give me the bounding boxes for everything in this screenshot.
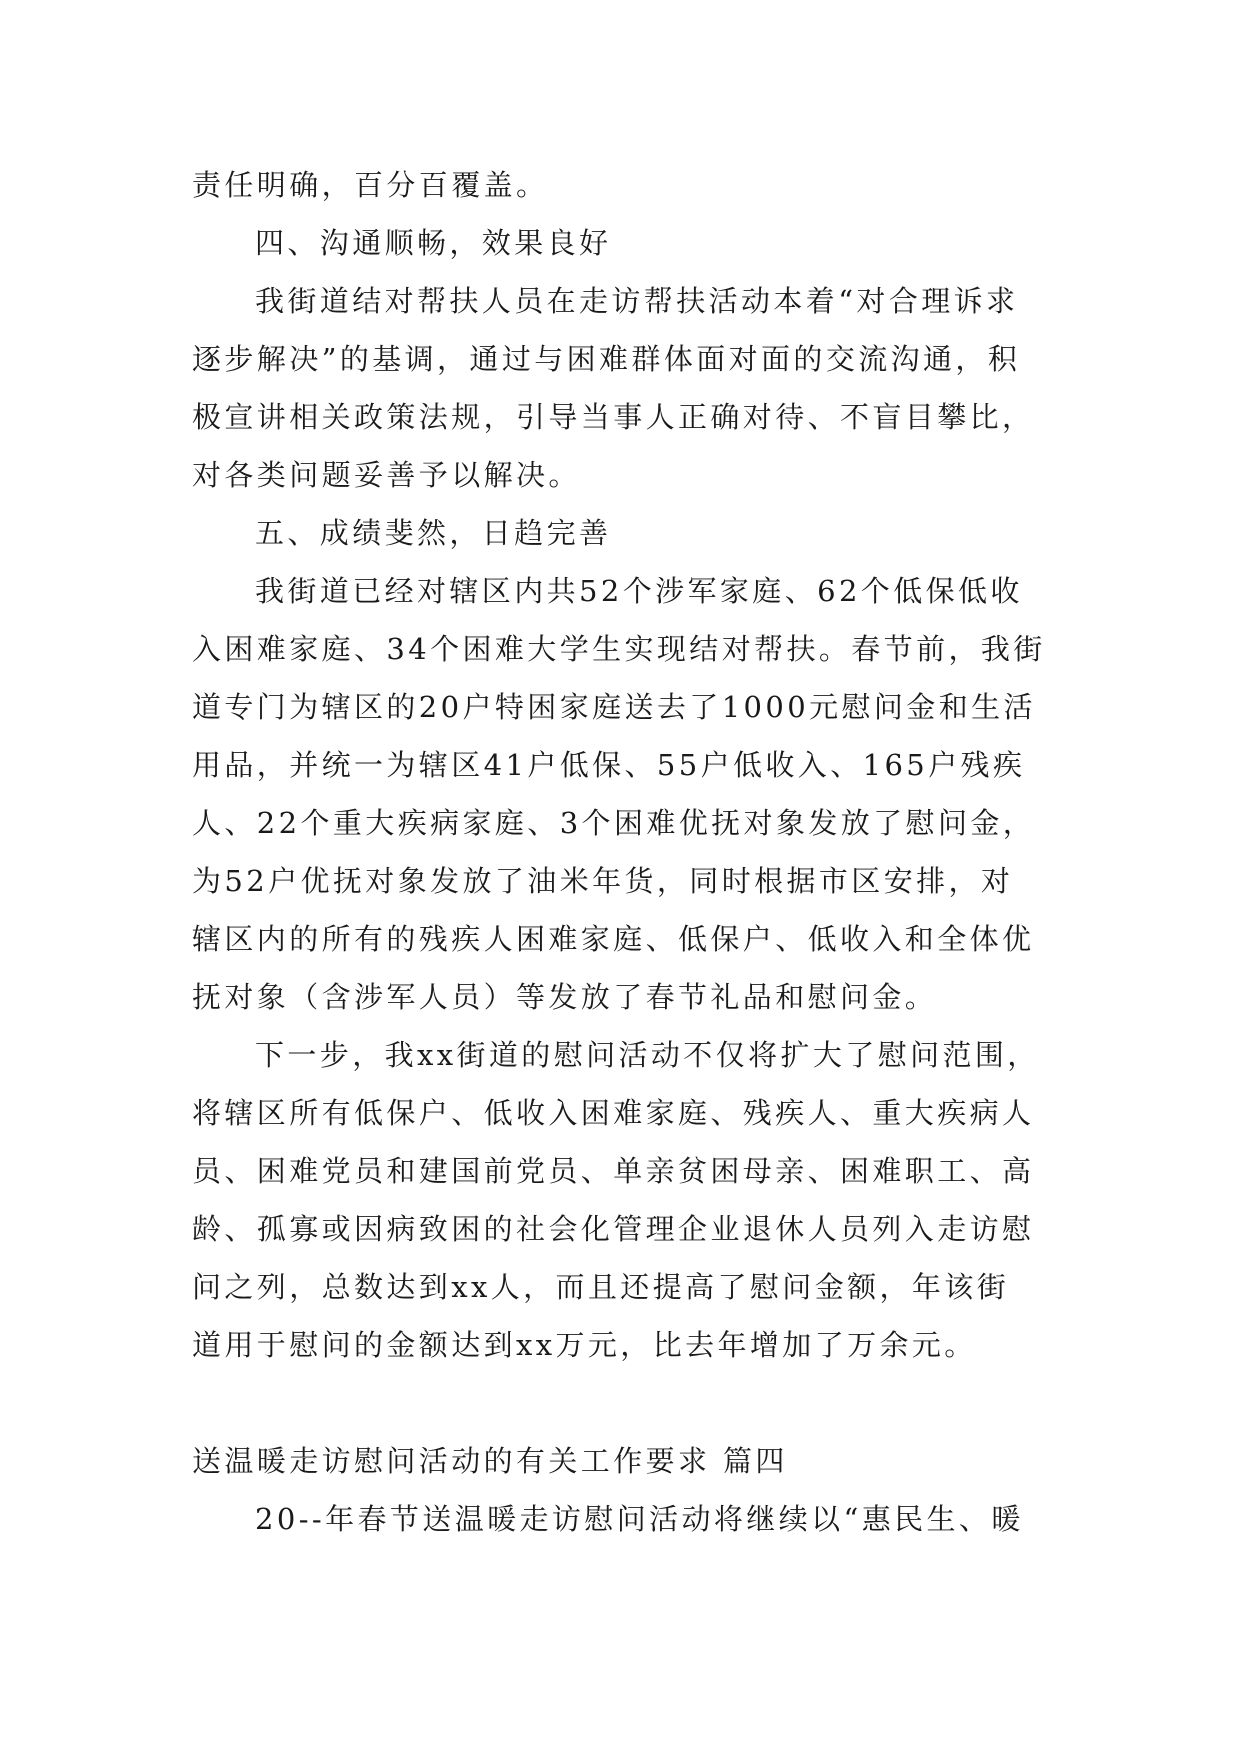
- paragraph-line: 极宣讲相关政策法规，引导当事人正确对待、不盲目攀比，: [192, 400, 1035, 434]
- paragraph-line: 入困难家庭、34个困难大学生实现结对帮扶。春节前，我街: [192, 632, 1046, 666]
- paragraph-line: 将辖区所有低保户、低收入困难家庭、残疾人、重大疾病人: [192, 1096, 1035, 1130]
- paragraph-line: 20--年春节送温暖走访慰问活动将继续以“惠民生、暖: [255, 1502, 1024, 1536]
- paragraph-line: 龄、孤寡或因病致困的社会化管理企业退休人员列入走访慰: [192, 1212, 1035, 1246]
- paragraph-line: 我街道已经对辖区内共52个涉军家庭、62个低保低收: [255, 574, 1023, 608]
- paragraph-line: 问之列，总数达到xx人，而且还提高了慰问金额，年该街: [192, 1270, 1010, 1304]
- section-heading: 送温暖走访慰问活动的有关工作要求 篇四: [192, 1444, 788, 1478]
- paragraph-line: 道用于慰问的金额达到xx万元，比去年增加了万余元。: [192, 1328, 977, 1362]
- paragraph-line: 我街道结对帮扶人员在走访帮扶活动本着“对合理诉求: [255, 284, 1019, 318]
- paragraph-gap: [192, 1374, 1052, 1432]
- paragraph-line: 员、困难党员和建国前党员、单亲贫困母亲、困难职工、高: [192, 1154, 1035, 1188]
- paragraph-line: 辖区内的所有的残疾人困难家庭、低保户、低收入和全体优: [192, 922, 1035, 956]
- paragraph-line: 逐步解决”的基调，通过与困难群体面对面的交流沟通，积: [192, 342, 1021, 376]
- subheading-achievements: 五、成绩斐然，日趋完善: [255, 516, 612, 550]
- paragraph-line: 用品，并统一为辖区41户低保、55户低收入、165户残疾: [192, 748, 1026, 782]
- paragraph-line: 抚对象（含涉军人员）等发放了春节礼品和慰问金。: [192, 980, 938, 1014]
- paragraph-line: 下一步，我xx街道的慰问活动不仅将扩大了慰问范围，: [255, 1038, 1040, 1072]
- paragraph-line: 人、22个重大疾病家庭、3个困难优抚对象发放了慰问金，: [192, 806, 1036, 840]
- paragraph-line: 对各类问题妥善予以解决。: [192, 458, 581, 492]
- paragraph-line: 责任明确，百分百覆盖。: [192, 168, 549, 202]
- paragraph-line: 道专门为辖区的20户特困家庭送去了1000元慰问金和生活: [192, 690, 1036, 724]
- subheading-communication: 四、沟通顺畅，效果良好: [255, 226, 612, 260]
- paragraph-line: 为52户优抚对象发放了油米年货，同时根据市区安排，对: [192, 864, 1014, 898]
- document-page: [192, 156, 1052, 1548]
